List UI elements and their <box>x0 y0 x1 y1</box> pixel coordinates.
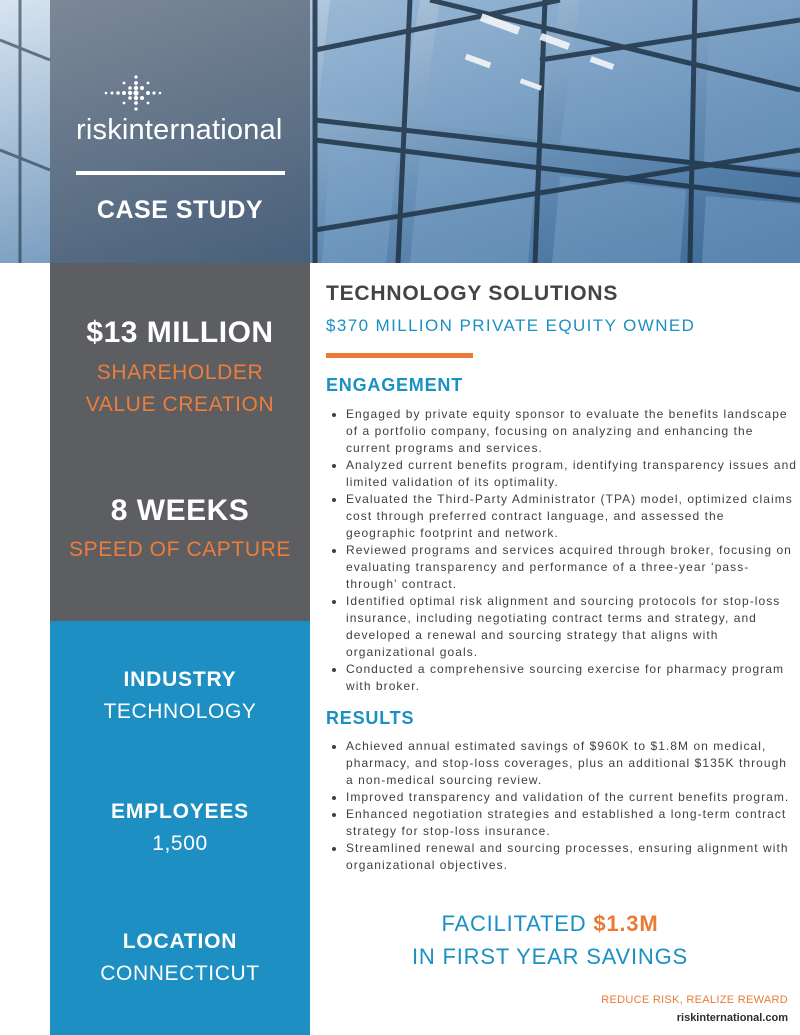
callout-line2: IN FIRST YEAR SAVINGS <box>412 944 688 969</box>
list-item: • Enhanced negotiation strategies and established a long-term contract strategy for stop-loss insurance. <box>346 806 798 840</box>
logo-wordmark: riskinternational <box>76 114 283 146</box>
list-item: • Conducted a comprehensive sourcing exercise for pharmacy program with broker. <box>346 661 798 695</box>
profile-location-label: LOCATION <box>122 930 238 953</box>
profile-employees-label: EMPLOYEES <box>111 800 249 823</box>
list-item: • Analyzed current benefits program, identifying transparency issues and limited validation of its optimality. <box>346 457 798 491</box>
savings-callout <box>310 907 790 940</box>
highlight-value-shareholder: $13 MILLION <box>86 316 274 349</box>
hero-banner <box>0 0 800 263</box>
list-item: • Achieved annual estimated savings of $960K to $1.8M on medical, pharmacy, and stop-loss coverages, plus an additional $135K through a non-medical sourcing review. <box>346 738 798 789</box>
highlight-label-shareholder: SHAREHOLDER <box>96 361 264 384</box>
highlight-label-value-creation: VALUE CREATION <box>85 393 275 416</box>
page-subtitle: $370 MILLION PRIVATE EQUITY OWNED <box>326 316 696 335</box>
highlight-value-weeks: 8 WEEKS <box>110 494 250 527</box>
list-item: • Reviewed programs and services acquired through broker, focusing on evaluating transparency and performance of a three-year ‘pass-through’ contract. <box>346 542 798 593</box>
callout-amount: $1.3M <box>593 911 659 936</box>
profile-employees-value: 1,500 <box>152 832 208 855</box>
profile-industry-value: TECHNOLOGY <box>103 700 257 723</box>
results-heading: RESULTS <box>326 708 415 728</box>
list-item: • Engaged by private equity sponsor to evaluate the benefits landscape of a portfolio company, focusing on analyzing and enhancing the current programs and services. <box>346 406 798 457</box>
hero-divider <box>76 171 285 175</box>
footer-tagline: REDUCE RISK, REALIZE REWARD <box>601 994 788 1006</box>
list-item: • Improved transparency and validation of the current benefits program. <box>346 789 798 806</box>
engagement-list <box>326 406 798 695</box>
title-divider <box>326 353 473 358</box>
profile-industry-label: INDUSTRY <box>123 668 237 691</box>
engagement-heading: ENGAGEMENT <box>326 375 464 395</box>
profile-location-value: CONNECTICUT <box>100 962 260 985</box>
highlight-label-speed: SPEED OF CAPTURE <box>69 538 291 561</box>
case-study-label: CASE STUDY <box>96 196 264 224</box>
footer-website-link[interactable]: riskinternational.com <box>676 1012 788 1024</box>
callout-prefix: FACILITATED <box>441 911 587 936</box>
list-item: • Evaluated the Third-Party Administrator (TPA) model, optimized claims cost through preferred contract language, and assessed the geographic footprint and network. <box>346 491 798 542</box>
logo-dots-icon <box>102 74 164 112</box>
page-title: TECHNOLOGY SOLUTIONS <box>326 282 619 305</box>
list-item: • Streamlined renewal and sourcing processes, ensuring alignment with organizational objectives. <box>346 840 798 874</box>
results-list <box>326 738 798 874</box>
list-item: • Identified optimal risk alignment and sourcing protocols for stop-loss insurance, including negotiating contract terms and strategy, and developed a renewal and sourcing strategy that aligns with organizational goals. <box>346 593 798 661</box>
